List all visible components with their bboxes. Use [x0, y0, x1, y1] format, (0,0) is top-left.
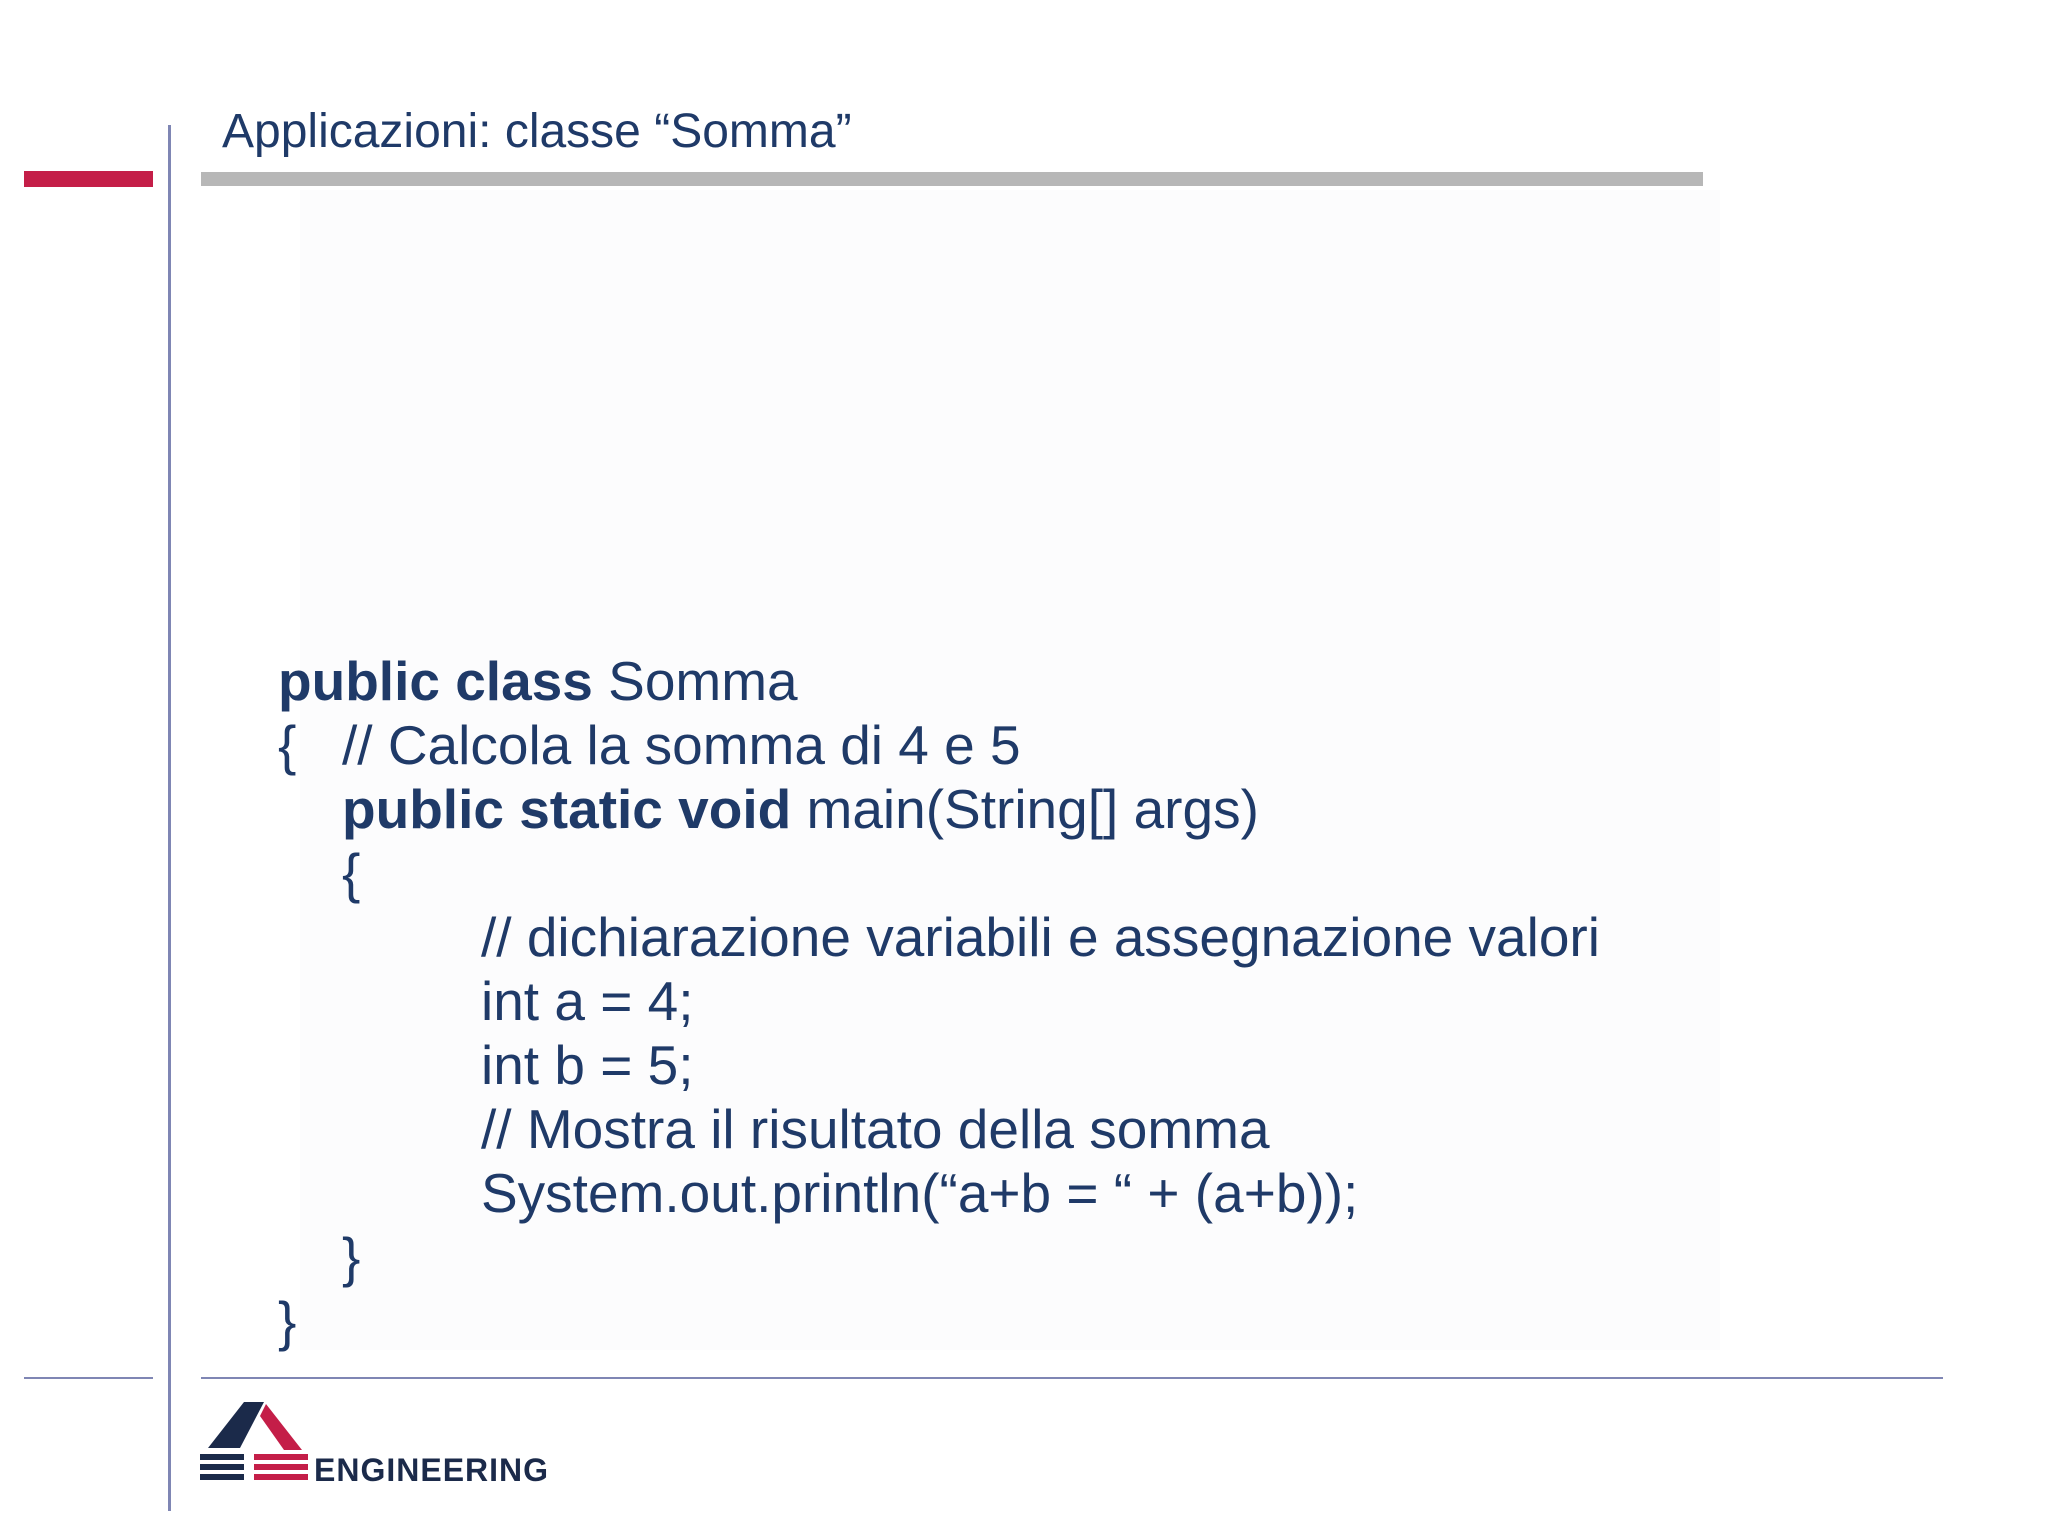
- code-block: [278, 649, 1600, 1353]
- code-line: // dichiarazione variabili e assegnazione valori: [481, 906, 1600, 968]
- logo-text: ENGINEERING: [314, 1452, 550, 1488]
- title-underline: [201, 172, 1703, 186]
- engineering-logo-icon: [200, 1398, 310, 1488]
- code-line: [278, 713, 1600, 777]
- title-accent-bar: [24, 171, 153, 187]
- code-line: }: [278, 1290, 297, 1352]
- code-brace: {: [278, 714, 297, 776]
- code-comment: // Calcola la somma di 4 e 5: [342, 714, 1021, 776]
- code-line: int b = 5;: [481, 1034, 694, 1096]
- code-line: // Mostra il risultato della somma: [481, 1098, 1270, 1160]
- code-line: int a = 4;: [481, 970, 694, 1032]
- code-line: }: [342, 1226, 361, 1288]
- code-keyword: public class: [278, 650, 593, 712]
- code-text: main(String[] args): [791, 778, 1259, 840]
- code-keyword: public static void: [342, 778, 792, 840]
- code-line: System.out.println(“a+b = “ + (a+b));: [481, 1162, 1359, 1224]
- footer-left-rule: [24, 1377, 153, 1379]
- code-line: {: [342, 842, 361, 904]
- footer-rule: [201, 1377, 1943, 1379]
- code-line: [278, 777, 1600, 841]
- code-text: Somma: [592, 650, 798, 712]
- left-vertical-rule: [168, 125, 171, 1511]
- code-line: [278, 649, 1600, 713]
- slide-title: Applicazioni: classe “Somma”: [222, 105, 852, 158]
